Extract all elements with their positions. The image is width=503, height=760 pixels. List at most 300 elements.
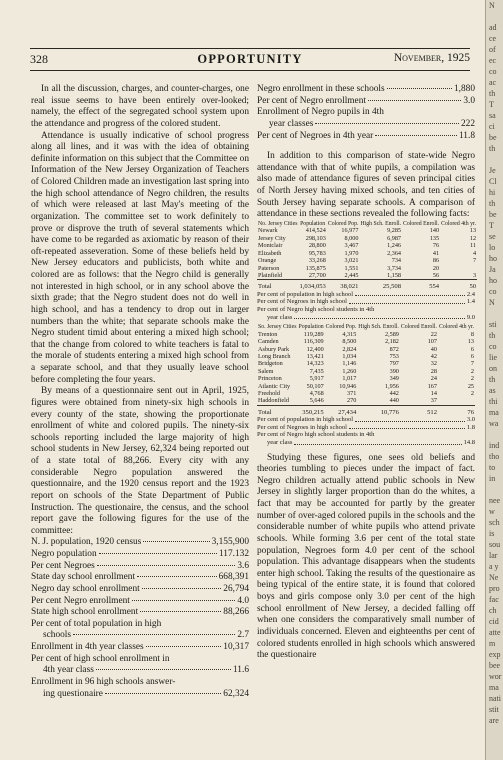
edge-fragment: se — [489, 232, 496, 241]
edge-fragment: on — [489, 364, 497, 373]
table-cell: 3,021 — [344, 257, 359, 265]
stat-row — [31, 630, 249, 642]
edge-fragment: is — [489, 529, 495, 538]
column-header: Colored Pop. — [325, 324, 357, 331]
table-cell: 2,824 — [342, 345, 357, 353]
table-cell: 107 — [427, 338, 437, 346]
table-cell: 37 — [430, 397, 437, 405]
table-cell: Bridgeton — [258, 360, 283, 368]
stat-label: Per cent of total population in high — [31, 618, 162, 629]
stat-label: State day school enrollment — [31, 572, 136, 583]
edge-fragment: w — [489, 507, 495, 516]
stat-row — [31, 607, 249, 619]
column-header: Population — [300, 220, 326, 227]
edge-fragment: co — [489, 67, 497, 76]
stat-row — [257, 84, 475, 96]
leader-dots — [355, 414, 465, 422]
edge-fragment: fac — [489, 595, 499, 604]
table-cell: 8,000 — [344, 234, 359, 242]
table-cell: 86 — [432, 257, 440, 265]
table-cell: 797 — [389, 360, 399, 368]
edge-fragment: th — [489, 375, 496, 384]
table-cell: Atlantic City — [258, 382, 291, 390]
table-cell: Elizabeth — [258, 249, 282, 257]
table-cell: 42 — [430, 352, 437, 360]
stat-row — [257, 107, 475, 119]
stat-row — [257, 96, 475, 108]
stat-label: Negro enrollment in these schools — [257, 84, 385, 94]
edge-fragment — [486, 154, 503, 165]
table-row — [257, 346, 475, 353]
table-cell: 32 — [430, 360, 437, 368]
stat-row — [31, 689, 249, 701]
south-jersey-table — [257, 324, 475, 416]
table-cell — [440, 265, 477, 272]
body-paragraph: Studying these figures, one sees old beliefs and theories tumbling to pieces under the impact of fact. Negro children actually attend public schools in New Jersey in slightly larger proportion than do the whites, a fact that may be accounted for partly by the greater number of over-aged colored pupils in the schools and the considerable number of white pupils who attend private schools. While forming 3.6 per cent of the total state population, Negroes form 4.0 per cent of the school population. This advantage disappears when the students enter high school. Taking the results of the questionaire as being typical of the entire state, it is found that colored boys and girls compose only 3.0 per cent of the high school enrollment of New Jersey, a decided falling off when one considers the comparatively small number of individuals concerned. Eleven and eighteenths per cent of colored students enrolled in high schools which answered the questionaire — [257, 452, 475, 661]
table-row — [257, 360, 475, 367]
column-header: So. Jersey Cities — [258, 324, 297, 331]
table-cell: 135 — [429, 234, 440, 242]
stat-label: 4th year class — [43, 665, 94, 676]
leader-dots — [140, 611, 221, 612]
column-header: Colored Pop. — [327, 220, 359, 227]
edge-fragment: ci — [489, 122, 495, 131]
page-number: 328 — [30, 52, 48, 66]
stat-label: Per cent of high school enrollment in — [31, 653, 170, 664]
table-cell: 872 — [389, 345, 399, 353]
body-paragraph: In addition to this comparison of state-wide Negro attendance with that of white pupils, a compilation was also made of attendance figures of seven principal cities of North Jersey having mixed schools, and ten cities of South Jersey having separate schools. A comparison of attendance in these sections revealed the following facts: — [257, 151, 475, 220]
edge-fragment: wa — [489, 419, 499, 428]
stat-value: 1.4 — [466, 298, 475, 306]
edge-fragment — [486, 308, 503, 319]
table-cell: 7 — [470, 360, 474, 368]
table-cell: 2 — [470, 367, 474, 375]
stat-value: 26,794 — [223, 583, 249, 594]
table-cell: 2 — [470, 375, 474, 383]
stat-value: 117.132 — [218, 549, 249, 559]
table-row — [257, 368, 475, 375]
stat-row — [31, 619, 249, 631]
edge-fragment: in — [489, 474, 496, 483]
table-cell: 28,800 — [308, 242, 326, 250]
edge-fragment: are — [489, 716, 499, 725]
leader-dots — [368, 100, 461, 101]
edge-fragment: th — [489, 199, 496, 208]
table-row — [257, 250, 477, 257]
body-paragraph: In all the discussion, charges, and counter-charges, one real issue seems to have been entirely over-looked; namely, the effect of the segregated school system upon the attendance and progress of the colored student. — [31, 84, 249, 129]
edge-fragment: lar — [489, 551, 498, 560]
table-row — [257, 331, 475, 338]
leader-dots — [105, 693, 221, 694]
stat-row — [257, 298, 475, 306]
edge-fragment: sti — [489, 320, 497, 329]
table-cell: 349 — [389, 375, 399, 383]
leader-dots — [137, 576, 217, 577]
table-cell: 10,946 — [339, 382, 357, 390]
table-cell: 6 — [470, 345, 474, 353]
stat-label: Per cent of population in high school — [257, 416, 354, 424]
stat-value: 2.7 — [237, 630, 249, 641]
column-header: Colored 4th yr. — [441, 220, 477, 227]
table-cell: 76 — [438, 405, 475, 416]
stat-value: 11.8 — [458, 130, 475, 141]
stat-label: Per cent Negro enrollment — [31, 595, 130, 606]
stat-label: ing questionaire — [43, 688, 103, 699]
edge-fragment: Ja — [489, 265, 496, 274]
table-cell: 1,146 — [342, 360, 357, 368]
stat-value: 3.0 — [466, 416, 475, 424]
table-cell: 414,524 — [305, 227, 326, 235]
right-column — [257, 84, 475, 662]
table-cell: 41 — [432, 249, 440, 257]
table-cell: Paterson — [258, 264, 280, 272]
stat-value: 668,391 — [218, 572, 249, 583]
stat-label: Per cent of Negro enrollment — [257, 95, 366, 106]
leader-dots — [349, 296, 465, 304]
table-cell: 4 — [472, 249, 477, 257]
table-cell: 3,467 — [344, 242, 359, 250]
table-cell: 2,445 — [344, 271, 359, 279]
edge-fragment: to — [489, 463, 496, 472]
leader-dots — [375, 135, 457, 136]
stat-value: 88,266 — [223, 607, 249, 618]
stat-row — [31, 654, 249, 666]
table-cell: Trenton — [258, 330, 278, 338]
table-cell: Freehold — [258, 389, 280, 397]
leader-dots — [146, 646, 222, 647]
table-cell: 1,246 — [387, 242, 402, 250]
table-header-row — [257, 221, 477, 228]
leader-dots — [96, 669, 231, 670]
edge-fragment: ch — [489, 606, 497, 615]
table-cell: 38,021 — [327, 280, 360, 291]
table-cell: 25,508 — [359, 280, 402, 291]
edge-fragment: sch — [489, 518, 500, 527]
edge-fragment: co — [489, 342, 497, 351]
table-row — [257, 257, 477, 264]
edge-fragment: pro — [489, 584, 500, 593]
table-row — [257, 235, 477, 242]
stat-row — [257, 439, 475, 447]
table-cell: 1,260 — [342, 367, 357, 375]
stat-label: year class — [267, 313, 293, 321]
table-row — [257, 390, 475, 397]
table-row — [257, 397, 475, 405]
table-cell: 2,364 — [387, 249, 402, 257]
table-cell: Total — [257, 405, 298, 416]
edge-fragment — [486, 429, 503, 440]
table-cell: 140 — [429, 227, 440, 235]
table-cell: 6,987 — [387, 234, 402, 242]
table-cell: Asbury Park — [258, 345, 290, 353]
table-cell: 1,551 — [344, 264, 359, 272]
stat-label: State high school enrollment — [31, 607, 139, 618]
table-row — [257, 227, 477, 234]
stat-label: Per cent of Negroes in high school — [257, 423, 347, 431]
table-cell: 14,323 — [306, 360, 324, 368]
stat-row — [31, 584, 249, 596]
table-row — [257, 338, 475, 345]
table-cell: 9,285 — [387, 227, 402, 235]
table-cell: Newark — [258, 227, 278, 235]
table-cell: Camden — [258, 338, 279, 346]
edge-fragment: nati — [489, 694, 501, 703]
edge-fragment — [486, 11, 503, 22]
stat-label: schools — [43, 630, 72, 641]
leader-dots — [387, 88, 452, 89]
stat-label: Per cent of Negro high school students in 4th — [257, 431, 375, 439]
stat-label: Per cent of population in high school — [257, 290, 354, 298]
leader-dots — [97, 565, 235, 566]
table-cell: 11 — [470, 242, 477, 250]
edge-fragment: ce — [489, 34, 497, 43]
stat-label: Negro day school enrollment — [31, 583, 140, 594]
table-row — [257, 375, 475, 382]
column-header: Colored Enroll. — [403, 220, 440, 227]
edge-fragment: nee — [489, 496, 501, 505]
column-header: Colored Enroll. — [400, 324, 437, 331]
edge-fragment: be — [489, 133, 497, 142]
edge-fragment: sa — [489, 111, 496, 120]
table-cell: 442 — [389, 389, 399, 397]
table-cell: 1,158 — [387, 271, 402, 279]
table-cell: 270 — [347, 397, 357, 405]
stat-row — [257, 314, 475, 322]
table-cell: 95,783 — [308, 249, 326, 257]
table-cell: 1,034,053 — [298, 280, 326, 291]
table-cell: Salem — [258, 367, 274, 375]
edge-fragment: be — [489, 210, 497, 219]
column-header: No. Jersey Cities — [258, 220, 298, 227]
table-cell: 298,103 — [305, 234, 326, 242]
stat-value: 3,155,900 — [211, 537, 249, 548]
table-cell: Plainfield — [258, 271, 283, 279]
column-header: Population — [298, 324, 324, 331]
column-header: Colored 4th yr. — [439, 324, 474, 331]
stat-value: 222 — [460, 118, 475, 129]
table-cell: 167 — [427, 382, 437, 390]
left-column — [31, 84, 249, 700]
table-row — [257, 383, 475, 390]
stat-value: 14.8 — [463, 438, 475, 446]
table-cell: 734 — [391, 257, 402, 265]
table-cell: 13 — [469, 227, 477, 235]
table-cell: 24 — [430, 375, 437, 383]
edge-fragment: th — [489, 144, 496, 153]
edge-fragment: as — [489, 386, 496, 395]
stat-row — [31, 572, 249, 584]
table-cell: Long Branch — [258, 352, 291, 360]
table-cell: 3 — [472, 271, 477, 279]
table-cell: 22 — [430, 330, 437, 338]
table-cell: 27,434 — [325, 405, 358, 416]
edge-fragment: lo — [489, 243, 496, 252]
stat-row — [257, 119, 475, 131]
table-cell: 554 — [402, 280, 440, 291]
table-cell: 12 — [469, 234, 477, 242]
stat-value: 3.6 — [237, 560, 249, 571]
table-cell: 1,970 — [344, 249, 359, 257]
table-cell: 2,182 — [384, 338, 399, 346]
edge-fragment: lie — [489, 353, 497, 362]
south-jersey-notes — [257, 416, 475, 446]
table-cell: Haddonfield — [258, 397, 289, 405]
stat-value: 1,880 — [453, 84, 475, 94]
table-cell: 7 — [472, 257, 477, 265]
north-jersey-table — [257, 221, 477, 291]
edge-fragment: N — [489, 298, 495, 307]
table-cell: 28 — [430, 367, 437, 375]
table-cell: 4,768 — [309, 389, 324, 397]
edge-fragment: a y — [489, 562, 499, 571]
stat-label: N. J. population, 1920 census — [31, 537, 142, 548]
edge-fragment: th — [489, 89, 496, 98]
edge-fragment: ind — [489, 441, 500, 450]
table-cell: 371 — [347, 389, 357, 397]
stat-label: Per cent of Negroes in high school — [257, 298, 347, 306]
edge-fragment: ad — [489, 23, 497, 32]
table-cell: 116,309 — [303, 338, 324, 346]
table-header-row — [257, 324, 475, 331]
edge-fragment: T — [489, 100, 494, 109]
edge-fragment: Ne — [489, 573, 499, 582]
stat-row — [31, 561, 249, 573]
stat-label: Negro population — [31, 549, 97, 559]
edge-fragment: co — [489, 287, 497, 296]
table-cell: Orange — [258, 257, 277, 265]
edge-fragment: wor — [489, 672, 502, 681]
edge-fragment: cid — [489, 617, 499, 626]
table-cell: 350,215 — [298, 405, 325, 416]
table-cell: 56 — [432, 271, 440, 279]
leader-dots — [142, 588, 222, 589]
table-cell: 2,589 — [384, 330, 399, 338]
table-cell: 1,956 — [384, 382, 399, 390]
table-cell: 7,435 — [309, 367, 324, 375]
edge-fragment: T — [489, 221, 494, 230]
edge-fragment: N — [489, 1, 495, 10]
stat-row — [31, 665, 249, 677]
table-cell — [438, 397, 475, 405]
table-cell: 16,977 — [341, 227, 359, 235]
stat-row — [31, 596, 249, 608]
edge-fragment: bee — [489, 661, 501, 670]
table-cell: Princeton — [258, 375, 282, 383]
edge-fragment: ho — [489, 276, 497, 285]
table-cell: Montclair — [258, 242, 283, 250]
table-cell: 50,107 — [306, 382, 324, 390]
table-cell: 76 — [432, 242, 440, 250]
table-cell: 135,875 — [305, 264, 326, 272]
stat-row — [31, 642, 249, 654]
leader-dots — [349, 422, 465, 430]
facing-page-edge — [485, 0, 503, 760]
column-header: High Sch. Enroll. — [360, 220, 402, 227]
table-cell: 3,734 — [387, 264, 402, 272]
body-paragraph: By means of a questionnaire sent out in April, 1925, figures were obtained from ninety-six high schools in every county of the state, showing the proportionate enrollment of white and colored pupils. The ninety-six schools reporting included the large majority of high school students in New Jersey, 62,324 being reported out of a state total of 88,266. Every city with any considerable Negro population answered the questionnaire, and the 1920 census report and the 1923 report on schools of the State Department of Public Instruction. The questionaire, the census, and the school report gave the following figures for the use of the committee: — [31, 386, 249, 536]
table-row — [257, 353, 475, 360]
stat-row — [31, 549, 249, 561]
table-cell: 33,268 — [308, 257, 326, 265]
issue-date: November, 1925 — [393, 52, 470, 64]
edge-fragment: hi — [489, 188, 496, 197]
stat-label: year class — [267, 438, 293, 446]
leader-dots — [294, 437, 461, 445]
table-cell: Jersey City — [258, 234, 286, 242]
edge-fragment: Je — [489, 166, 496, 175]
stat-value: 3.0 — [463, 95, 475, 106]
edge-fragment — [486, 484, 503, 495]
stat-label: Enrollment in 4th year classes — [31, 642, 144, 652]
table-cell: 119,289 — [303, 330, 324, 338]
leader-dots — [99, 553, 217, 554]
body-paragraph: Attendance is usually indicative of school progress along all lines, and it was with the idea of obtaining definite information on this subject that the Committee on Information of the New Jersey Organization of Teachers of Colored Children made an investigation last spring into the high school attendance of Negro children, the results of which were released at last May's meeting of the organization. The committee set to work definitely to prove or disprove the truth of several statements which have come to be regarded as axiomatic by reason of their oft-repeated asseveration. Some of these beliefs held by New Jersey educators and publicists, both white and colored are as follows: that the Negro child is generally not interested in high school, or in any school above the sixth grade; that the Negro student does not do well in high school, and has a tendency to drop out in larger numbers than the white; that separate schools make the Negro student timid about entering a mixed high school; that the change from colored to white teachers is fatal to the morale of students entering a mixed high school from a separate school, and that they usually leave school before completing the four years. — [31, 130, 249, 385]
table-row — [257, 242, 477, 249]
header-rule — [30, 70, 470, 71]
stat-row — [257, 131, 475, 143]
table-cell: 512 — [400, 405, 438, 416]
column-header: High Sch. Enroll. — [358, 324, 399, 331]
table-cell: 27,700 — [308, 271, 326, 279]
edge-fragment: of — [489, 45, 496, 54]
table-cell: 14 — [430, 389, 437, 397]
stat-value: 1.8 — [466, 423, 475, 431]
table-cell: 4,315 — [342, 330, 357, 338]
stat-label: year classes — [269, 118, 314, 129]
edge-fragment: tho — [489, 452, 500, 461]
table-cell: 5,917 — [309, 375, 324, 383]
stat-label: Per cent of Negro high school students in 4th — [257, 305, 375, 313]
table-cell: 1,017 — [342, 375, 357, 383]
table-cell: 40 — [430, 345, 437, 353]
edge-fragment: stit — [489, 705, 499, 714]
edge-fragment: sou — [489, 540, 501, 549]
statistics-list — [31, 537, 249, 700]
stat-row — [257, 424, 475, 432]
table-cell: Total — [257, 280, 298, 291]
table-cell: 2 — [470, 389, 474, 397]
stat-label: Enrollment of Negro pupils in 4th — [257, 107, 384, 118]
edge-fragment: atte — [489, 628, 501, 637]
table-cell: 10,776 — [357, 405, 400, 416]
table-cell: 753 — [389, 352, 399, 360]
stat-label: Per cent Negroes — [31, 560, 95, 571]
stat-value: 4.0 — [237, 595, 249, 606]
edge-fragment: ec — [489, 56, 497, 65]
edge-fragment: ho — [489, 254, 497, 263]
leader-dots — [294, 312, 464, 320]
stat-row — [31, 677, 249, 689]
top-rule — [30, 48, 470, 49]
leader-dots — [73, 634, 235, 635]
table-row — [257, 265, 477, 272]
journal-title: OPPORTUNITY — [197, 52, 303, 66]
table-cell: 6 — [470, 352, 474, 360]
edge-fragment: thi — [489, 397, 498, 406]
stat-value: 11.6 — [232, 665, 249, 676]
leader-dots — [315, 123, 459, 124]
edge-fragment: ac — [489, 78, 497, 87]
table-cell: 440 — [389, 397, 399, 405]
table-cell: 8,500 — [342, 338, 357, 346]
edge-fragment: m — [489, 639, 496, 648]
table-cell: 390 — [389, 367, 399, 375]
table-cell: 50 — [440, 280, 477, 291]
stat-label: Per cent of Negroes in 4th year — [257, 130, 374, 141]
table-cell: 8 — [470, 330, 474, 338]
stat-row — [31, 537, 249, 549]
north-jersey-notes — [257, 291, 475, 321]
